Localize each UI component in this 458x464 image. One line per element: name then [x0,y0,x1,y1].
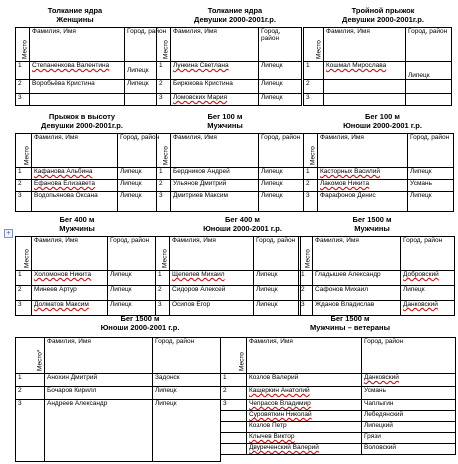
results-table-1500m-men [298,236,455,316]
header-event: Бег 1500 м [120,314,160,323]
place-cell: 1 [304,168,318,180]
name-text: Степаненкова Валентина [32,62,110,69]
city-cell: Липецк [254,301,301,316]
table-row [16,94,171,106]
table-row [157,180,304,192]
city-cell: Липецк [259,168,304,180]
place-cell: 3 [16,400,45,462]
table-row [16,271,156,286]
header-shot-put-girls [170,6,300,24]
place-cell: 3 [156,301,170,316]
header-group: Девушки 2000-2001г.р. [194,15,276,24]
table-row [156,271,301,286]
name-text: Щепелев Михаил [172,271,225,278]
place-cell: 1 [16,62,30,80]
table-row [299,286,455,301]
header-group: Мужчины [354,224,390,233]
place-cell: 1 [221,374,247,387]
results-table-400m-boys [155,236,301,316]
header-shot-put-women [15,6,135,24]
name-cell [171,94,259,106]
header-event: Толкание ядра [47,6,103,15]
header-group: Юноши 2000-2001 г.р. [203,224,282,233]
header-group: Девушки 2000-2001г.р. [342,15,424,24]
header-group: Мужчины [59,224,95,233]
place-cell: 3 [221,400,247,411]
name-cell: Жданов Владислав [313,301,401,316]
col-city: Город, район [254,237,301,271]
place-cell: 2 [299,286,313,301]
col-place: Место [304,134,318,168]
name-cell: Бердников Андрей [171,168,259,180]
col-city: Город, район [125,28,171,62]
header-100m-men [175,112,275,130]
city-cell: Липецк [153,400,221,462]
name-text: Кошмал Мирослава [326,62,387,69]
header-group: Мужчины – ветераны [310,323,390,332]
col-name: Фамилия, Имя [32,134,118,168]
col-name: Фамилия, Имя [32,237,108,271]
city-cell: Липецк [259,80,302,94]
table-row [299,271,455,286]
table-row [221,400,456,411]
name-text: Суровяткин Николай [249,411,312,418]
city-text: Данковский [403,301,438,308]
name-cell: Козлов Петр [247,422,362,433]
name-cell: Воробьёва Кристина [30,80,125,94]
table-row [304,80,452,94]
name-cell: Бочаров Кирилл [45,387,153,400]
city-cell: Липецк [259,94,302,106]
table-row [16,286,156,301]
header-event: Прыжок в высоту [48,112,116,121]
place-cell: 3 [157,94,171,106]
name-text: Кафанова Альбина [34,168,93,175]
place-cell: 1 [157,168,171,180]
header-group: Женщины [56,15,94,24]
city-cell: Задонск [153,374,221,387]
header-event: Бег 400 м [59,215,95,224]
place-cell: 3 [304,192,318,212]
name-cell: Минеев Артур [32,286,108,301]
col-name: Фамилия, Имя [313,237,401,271]
col-name: Фамилия, Имя [247,338,362,374]
col-name: Фамилия, Имя [30,28,125,62]
col-place: Место* [16,338,45,374]
table-row [157,192,304,212]
place-cell: 3 [157,192,171,212]
col-place: Место [304,28,324,62]
city-cell: Воловский [362,444,456,455]
header-event: Тройной прыжок [351,6,415,15]
table-row [221,422,456,433]
city-cell: Липецк [401,286,455,301]
name-cell [30,62,125,80]
name-cell: Козлов Валерий [247,374,362,387]
place-cell: 2 [304,180,318,192]
results-table-400m-men [15,236,156,316]
results-table-triple-jump-girls [303,27,452,106]
name-cell: Бирюкова Кристина [171,80,259,94]
table-row [16,80,171,94]
table-row [221,387,456,400]
city-cell: Липецк [408,192,454,212]
name-text: Холомонов Никита [34,271,92,278]
name-cell: Андреев Александр [45,400,153,462]
name-cell [324,94,406,106]
city-cell [406,94,452,106]
name-text: Двуреченский Валерий [249,444,319,451]
name-cell [247,387,362,400]
table-row [221,433,456,444]
col-city: Город, район [118,134,171,168]
table-row [16,192,171,212]
place-cell [221,411,247,422]
city-cell: Липецк [153,387,221,400]
col-city: Город, район [406,28,452,62]
name-cell [170,271,254,286]
city-cell [401,271,455,286]
table-row [16,180,171,192]
table-row [156,286,301,301]
city-cell: Усмань [362,387,456,400]
name-text: Клычев Виктор [249,433,295,440]
header-100m-boys [310,112,455,130]
place-cell: 2 [16,180,32,192]
name-cell [32,271,108,286]
header-event: Бег 100 м [207,112,243,121]
header-event: Бег 1500 м [352,215,392,224]
table-row [221,374,456,387]
city-cell: Липецк [118,192,171,212]
results-table-100m-men [156,133,304,212]
table-row [157,94,302,106]
header-400m-boys [170,215,315,233]
place-cell: 1 [304,62,324,80]
results-table-high-jump-girls [15,133,171,212]
city-cell: Липецк [118,180,171,192]
col-city: Город, район [408,134,454,168]
name-cell: Дмитриев Максим [171,192,259,212]
place-cell: 3 [304,94,324,106]
results-table-shot-put-girls [156,27,302,106]
col-city: Город, район [259,28,302,62]
place-cell [221,422,247,433]
table-move-handle-icon[interactable]: + [4,229,13,238]
place-cell: 3 [16,192,32,212]
name-cell [247,433,362,444]
col-city: Город, район [153,338,221,374]
name-text: Ефанова Елизавета [34,180,95,187]
header-group: Девушки 2000-2001г.р. [41,121,123,130]
city-cell [406,80,452,94]
col-name: Фамилия, Имя [45,338,153,374]
header-1500m-boys [60,314,220,332]
place-cell: 1 [299,271,313,286]
results-table-100m-boys [303,133,454,212]
city-text: Данковский [364,374,399,381]
name-cell [324,80,406,94]
city-cell: Липецк [259,62,302,80]
name-cell: Осипов Егор [170,301,254,316]
place-cell: 2 [16,286,32,301]
header-group: Юноши 2000-2001 г.р. [343,121,422,130]
header-triple-jump-girls [318,6,448,24]
name-cell [318,180,408,192]
name-text: Лакомов Никита [320,180,370,187]
header-group: Мужчины [207,121,243,130]
table-row [304,62,452,80]
results-table-1500m-boys [15,337,221,462]
header-event: Бег 100 м [365,112,400,121]
city-cell: Лебедянский [362,411,456,422]
table-row [304,180,454,192]
place-cell: 3 [16,94,30,106]
col-name: Фамилия, Имя [318,134,408,168]
name-cell: Водопьянова Оксана [32,192,118,212]
city-cell: Липецкий [362,422,456,433]
header-event: Бег 400 м [225,215,260,224]
table-row [221,411,456,422]
table-row [304,192,454,212]
table-row [16,168,171,180]
col-place: Место [157,134,171,168]
header-high-jump-girls [22,112,142,130]
name-text: Чепрасов Владимир [249,400,311,407]
city-cell: Липецк [108,271,156,286]
results-table-1500m-veterans [220,337,456,455]
col-name: Фамилия, Имя [170,237,254,271]
col-city: Город, район [401,237,455,271]
header-1500m-veterans [275,314,425,332]
city-text: Добровский [403,271,439,278]
table-row [16,387,221,400]
city-cell: Липецк [408,168,454,180]
name-text: Долматов Максим [34,301,89,308]
city-cell [362,374,456,387]
table-row [157,168,304,180]
city-cell: Липецк [125,80,171,94]
results-table-shot-put-women [15,27,171,106]
name-text: Ломовских Мария [173,94,227,101]
col-place: Место [299,237,313,271]
header-event: Бег 1500 м [330,314,370,323]
city-cell: Липецк [254,286,301,301]
table-row [157,80,302,94]
col-city: Город, район [362,338,456,374]
place-cell: 3 [16,301,32,316]
name-cell: Анохин Дмитрий [45,374,153,387]
name-text: Лункина Светлана [173,62,229,69]
table-row [304,94,452,106]
city-cell: Грязи [362,433,456,444]
col-name: Фамилия, Имя [324,28,406,62]
name-cell [171,62,259,80]
col-city: Город, район [259,134,304,168]
name-cell [32,180,118,192]
header-1500m-men [322,215,422,233]
col-place: Место [16,237,32,271]
name-cell: Сидоров Алексей [170,286,254,301]
col-place: Место [157,28,171,62]
place-cell: 2 [16,80,30,94]
name-cell [247,444,362,455]
name-cell [30,94,125,106]
name-cell [324,62,406,80]
name-cell: Ульянов Дмитрий [171,180,259,192]
place-cell: 2 [304,80,324,94]
city-cell: Липецк [108,301,156,316]
place-cell: 2 [221,387,247,400]
col-name: Фамилия, Имя [171,134,259,168]
header-event: Толкание ядра [207,6,263,15]
place-cell: 1 [16,168,32,180]
col-place: Место [156,237,170,271]
name-cell [32,168,118,180]
name-text: Касторных Василий [320,168,380,175]
city-cell: Липецк [125,62,171,80]
col-name: Фамилия, Имя [171,28,259,62]
name-cell [247,400,362,411]
city-cell: Липецк [406,62,452,80]
name-cell: Гладышев Александр [313,271,401,286]
table-row [16,62,171,80]
place-cell: 1 [16,271,32,286]
city-cell: Липецк [259,192,304,212]
city-cell: Липецк [108,286,156,301]
city-cell: Усмань [408,180,454,192]
city-cell: Липецк [259,180,304,192]
header-group: Юноши 2000-2001 г.р. [100,323,180,332]
place-cell: 1 [16,374,45,387]
place-cell: 3 [299,301,313,316]
table-row [16,400,221,462]
name-cell: Сафонов Михаил [313,286,401,301]
city-cell: Липецк [118,168,171,180]
place-cell [221,433,247,444]
table-row [157,62,302,80]
table-row [16,374,221,387]
place-cell: 1 [156,271,170,286]
name-text: Кащеркин Анатолий [249,387,310,394]
city-cell: Липецк [254,271,301,286]
place-cell: 2 [157,80,171,94]
place-cell: 2 [156,286,170,301]
col-place: Место [16,28,30,62]
table-row [221,444,456,455]
header-400m-men [22,215,132,233]
table-row [304,168,454,180]
col-place: Место [221,338,247,374]
name-cell [247,411,362,422]
name-cell: Фарафонов Денис [318,192,408,212]
place-cell: 2 [16,387,45,400]
place-cell [221,444,247,455]
place-cell: 1 [157,62,171,80]
name-cell [318,168,408,180]
col-city: Город, район [108,237,156,271]
col-place: Место [16,134,32,168]
city-cell: Чаплыгин [362,400,456,411]
place-cell: 2 [157,180,171,192]
